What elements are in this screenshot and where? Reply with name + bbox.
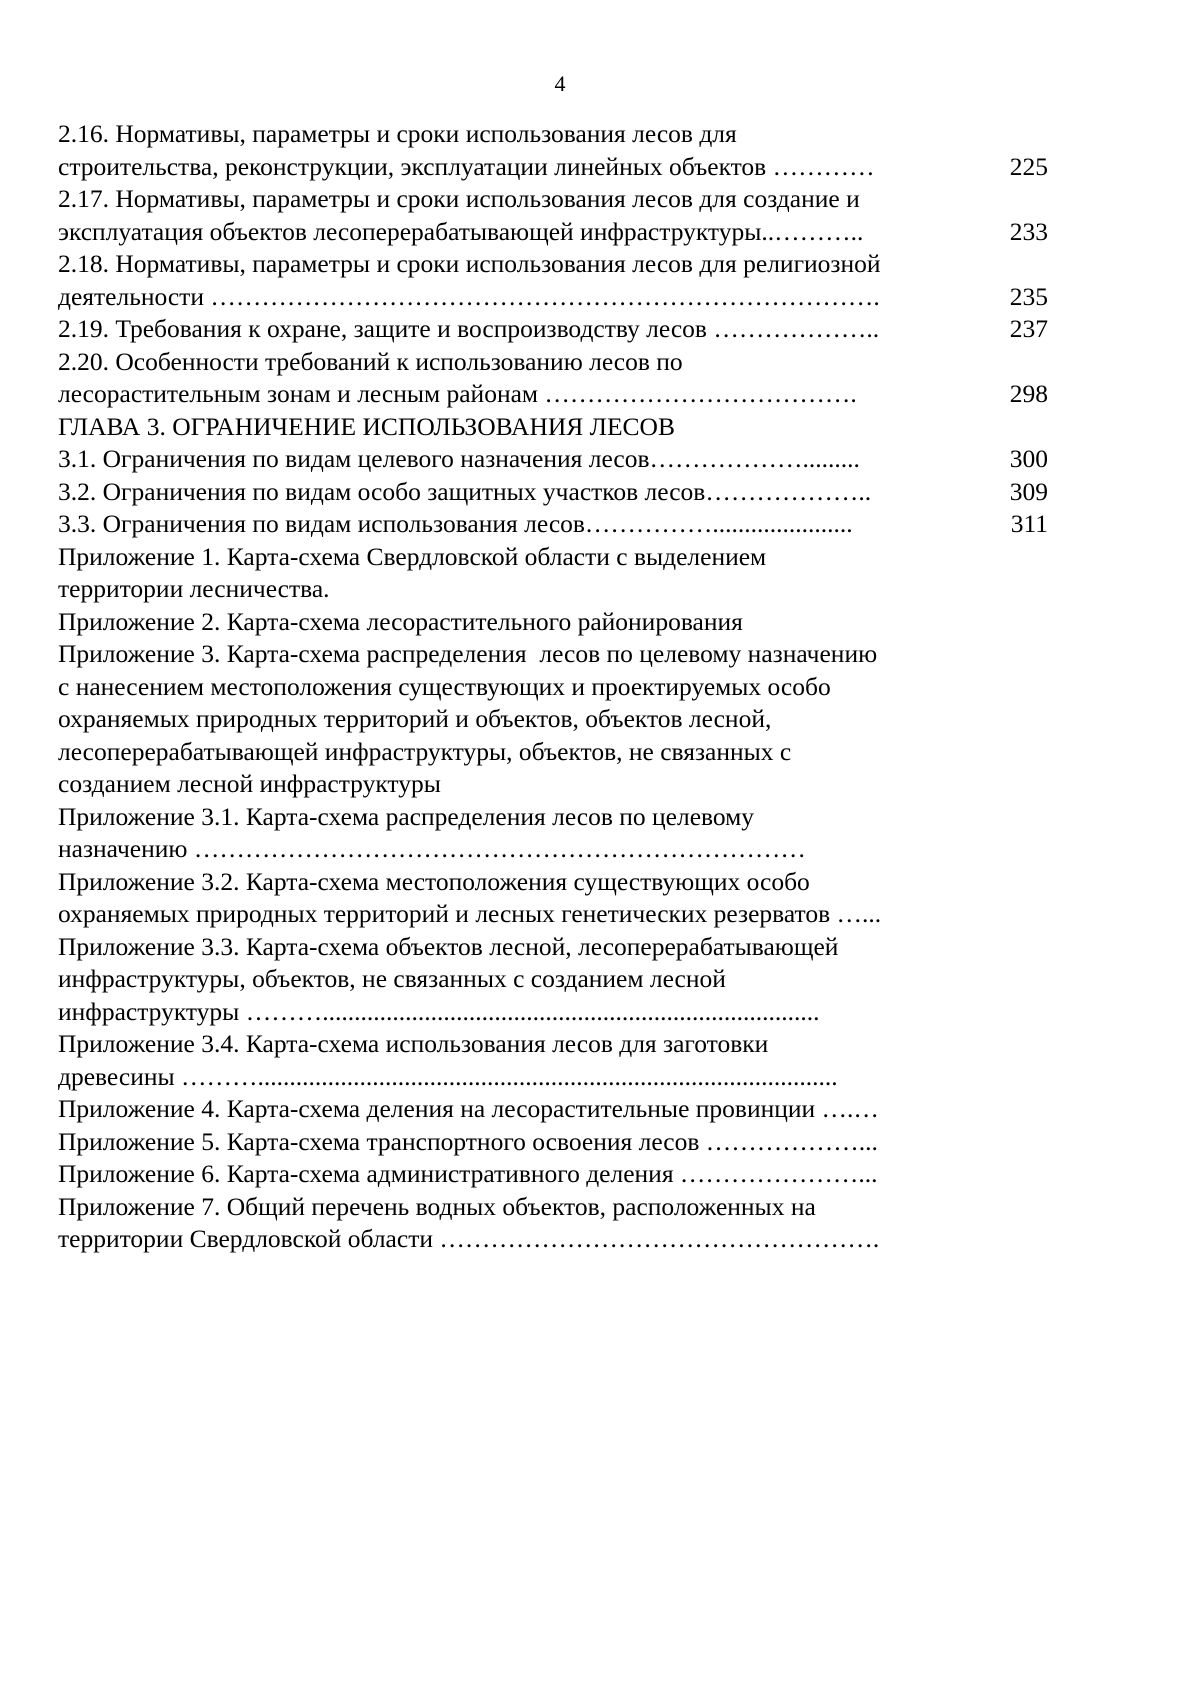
toc-line-text: 2.16. Нормативы, параметры и сроки использования лесов для	[58, 119, 737, 148]
toc-line-page	[978, 768, 1048, 801]
toc-line-text: Приложение 2. Карта-схема лесорастительного районирования	[58, 606, 743, 636]
toc-line-text: Приложение 3.1. Карта-схема распределения лесов по целевому	[58, 801, 755, 831]
toc-line-page: 311	[1010, 509, 1048, 538]
toc-line	[58, 1158, 1048, 1191]
toc-line	[58, 248, 1048, 281]
toc-line	[58, 1028, 1048, 1061]
toc-line-page	[978, 1191, 1048, 1224]
toc-line-text: древесины ………...........................................................................................	[58, 1061, 838, 1091]
toc-line	[58, 996, 1048, 1029]
toc-line-page	[978, 573, 1048, 606]
toc-line-text: 3.1. Ограничения по видам целевого назначения лесов……………….........	[58, 444, 860, 473]
toc-line-text: инфраструктуры, объектов, не связанных с созданием лесной	[58, 964, 726, 993]
toc-line-page	[978, 963, 1048, 996]
toc-line-text: Приложение 3.2. Карта-схема местоположения существующих особо	[58, 866, 810, 896]
toc-line	[58, 801, 1048, 834]
toc-line-page: 300	[1009, 444, 1048, 473]
toc-line-page: 309	[1009, 476, 1048, 506]
toc-line-page	[978, 931, 1048, 964]
toc-line-page	[978, 736, 1048, 769]
toc-line-text: Приложение 7. Общий перечень водных объектов, расположенных на	[58, 1191, 816, 1221]
toc-line-text: эксплуатация объектов лесоперерабатывающей инфраструктуры..………..	[58, 216, 864, 246]
toc-line	[58, 768, 1048, 801]
toc-line	[58, 833, 1048, 866]
toc-line	[58, 313, 1048, 346]
toc-line	[58, 541, 1048, 574]
toc-line-page	[978, 1158, 1048, 1191]
toc-line-text: 2.18. Нормативы, параметры и сроки использования лесов для религиозной	[58, 249, 881, 278]
toc-line-page	[978, 1126, 1048, 1159]
toc-line	[58, 963, 1048, 996]
toc-line	[58, 703, 1048, 736]
toc-line-text: охраняемых природных территорий и лесных генетических резерватов …...	[58, 899, 882, 928]
toc-line-page	[978, 866, 1048, 899]
toc-line-text: Приложение 4. Карта-схема деления на лесорастительные провинции ….…	[58, 1094, 879, 1123]
page-number: 4	[554, 71, 566, 96]
toc-line-page	[978, 703, 1048, 736]
toc-line-text: Приложение 3.4. Карта-схема использования лесов для заготовки	[58, 1029, 769, 1058]
toc-line	[58, 183, 1048, 216]
toc-line-page	[978, 541, 1048, 574]
toc-line-page	[978, 638, 1048, 671]
toc-line-text: 2.20. Особенности требований к использованию лесов по	[58, 346, 683, 376]
toc-line-page: 298	[1009, 379, 1048, 408]
toc-line-text: Приложение 3. Карта-схема распределения лесов по целевому назначению	[58, 639, 878, 668]
toc-line-text: лесорастительным зонам и лесным районам ……………………………….	[58, 379, 857, 408]
toc-line-text: 3.3. Ограничения по видам использования лесов……………......................	[58, 509, 853, 538]
toc-line-text: территории Свердловской области …………………………………………….	[58, 1224, 880, 1253]
toc-line-page	[978, 1061, 1048, 1094]
toc-line-page	[978, 346, 1048, 379]
toc-line-page	[978, 606, 1048, 639]
toc-line-text: Приложение 5. Карта-схема транспортного освоения лесов ………………...	[58, 1126, 878, 1156]
toc-line-page	[978, 671, 1048, 704]
toc-line-text: 3.2. Ограничения по видам особо защитных участков лесов………………..	[58, 476, 872, 506]
toc-line-page	[978, 183, 1048, 216]
toc-line-page: 237	[1009, 314, 1048, 343]
toc-line-page	[978, 1028, 1048, 1061]
toc-line-text: лесоперерабатывающей инфраструктуры, объектов, не связанных с	[58, 736, 792, 766]
toc-line	[58, 931, 1048, 964]
toc-line	[58, 898, 1048, 931]
toc-line-text: 2.19. Требования к охране, защите и воспроизводству лесов ………………..	[58, 314, 880, 343]
toc-line-text: Приложение 3.3. Карта-схема объектов лесной, лесоперерабатывающей	[58, 931, 839, 961]
toc-line-text: 2.17. Нормативы, параметры и сроки использования лесов для создание и	[58, 184, 860, 213]
toc-line	[58, 736, 1048, 769]
toc-line-page	[978, 1093, 1048, 1126]
toc-line-text: созданием лесной инфраструктуры	[58, 769, 441, 798]
toc-line-page: 235	[1009, 281, 1048, 311]
toc-line	[58, 411, 1048, 444]
toc-line	[58, 1126, 1048, 1159]
toc-line-text: Приложение 6. Карта-схема административного деления …………………...	[58, 1159, 878, 1188]
toc-line	[58, 638, 1048, 671]
toc-line-page	[978, 801, 1048, 834]
toc-line-text: строительства, реконструкции, эксплуатации линейных объектов …………	[58, 151, 875, 181]
toc-line-text: инфраструктуры ………..............................................................................	[58, 996, 820, 1026]
toc-line	[58, 606, 1048, 639]
toc-line-page	[978, 411, 1048, 444]
toc-line-text: территории лесничества.	[58, 574, 330, 603]
toc-line	[58, 1191, 1048, 1224]
toc-line-text: с нанесением местоположения существующих и проектируемых особо	[58, 671, 831, 701]
toc-line-text: ГЛАВА 3. ОГРАНИЧЕНИЕ ИСПОЛЬЗОВАНИЯ ЛЕСОВ	[58, 411, 675, 441]
toc-line	[58, 1093, 1048, 1126]
toc-line-text: деятельности …………………………………………………………………….	[58, 281, 880, 311]
toc-line	[58, 118, 1048, 151]
toc-line-text: Приложение 1. Карта-схема Свердловской области с выделением	[58, 541, 767, 571]
table-of-contents	[58, 118, 1048, 1256]
toc-line	[58, 508, 1048, 541]
toc-line	[58, 1223, 1048, 1256]
toc-line	[58, 1061, 1048, 1094]
toc-line	[58, 671, 1048, 704]
toc-line	[58, 866, 1048, 899]
toc-line	[58, 573, 1048, 606]
toc-line-page: 225	[1009, 151, 1048, 181]
toc-line-page	[978, 833, 1048, 866]
toc-line-text: охраняемых природных территорий и объектов, объектов лесной,	[58, 704, 772, 733]
toc-line	[58, 216, 1048, 249]
toc-line	[58, 378, 1048, 411]
toc-line-page	[978, 996, 1048, 1029]
toc-line-page	[978, 1223, 1048, 1256]
toc-line	[58, 443, 1048, 476]
toc-line-page: 233	[1009, 216, 1048, 246]
toc-line-page	[978, 898, 1048, 931]
toc-line	[58, 346, 1048, 379]
toc-line	[58, 476, 1048, 509]
toc-line	[58, 151, 1048, 184]
toc-line-text: назначению ………………………………………………………………	[58, 834, 806, 863]
toc-line-page	[978, 248, 1048, 281]
toc-line-page	[978, 118, 1048, 151]
toc-line	[58, 281, 1048, 314]
